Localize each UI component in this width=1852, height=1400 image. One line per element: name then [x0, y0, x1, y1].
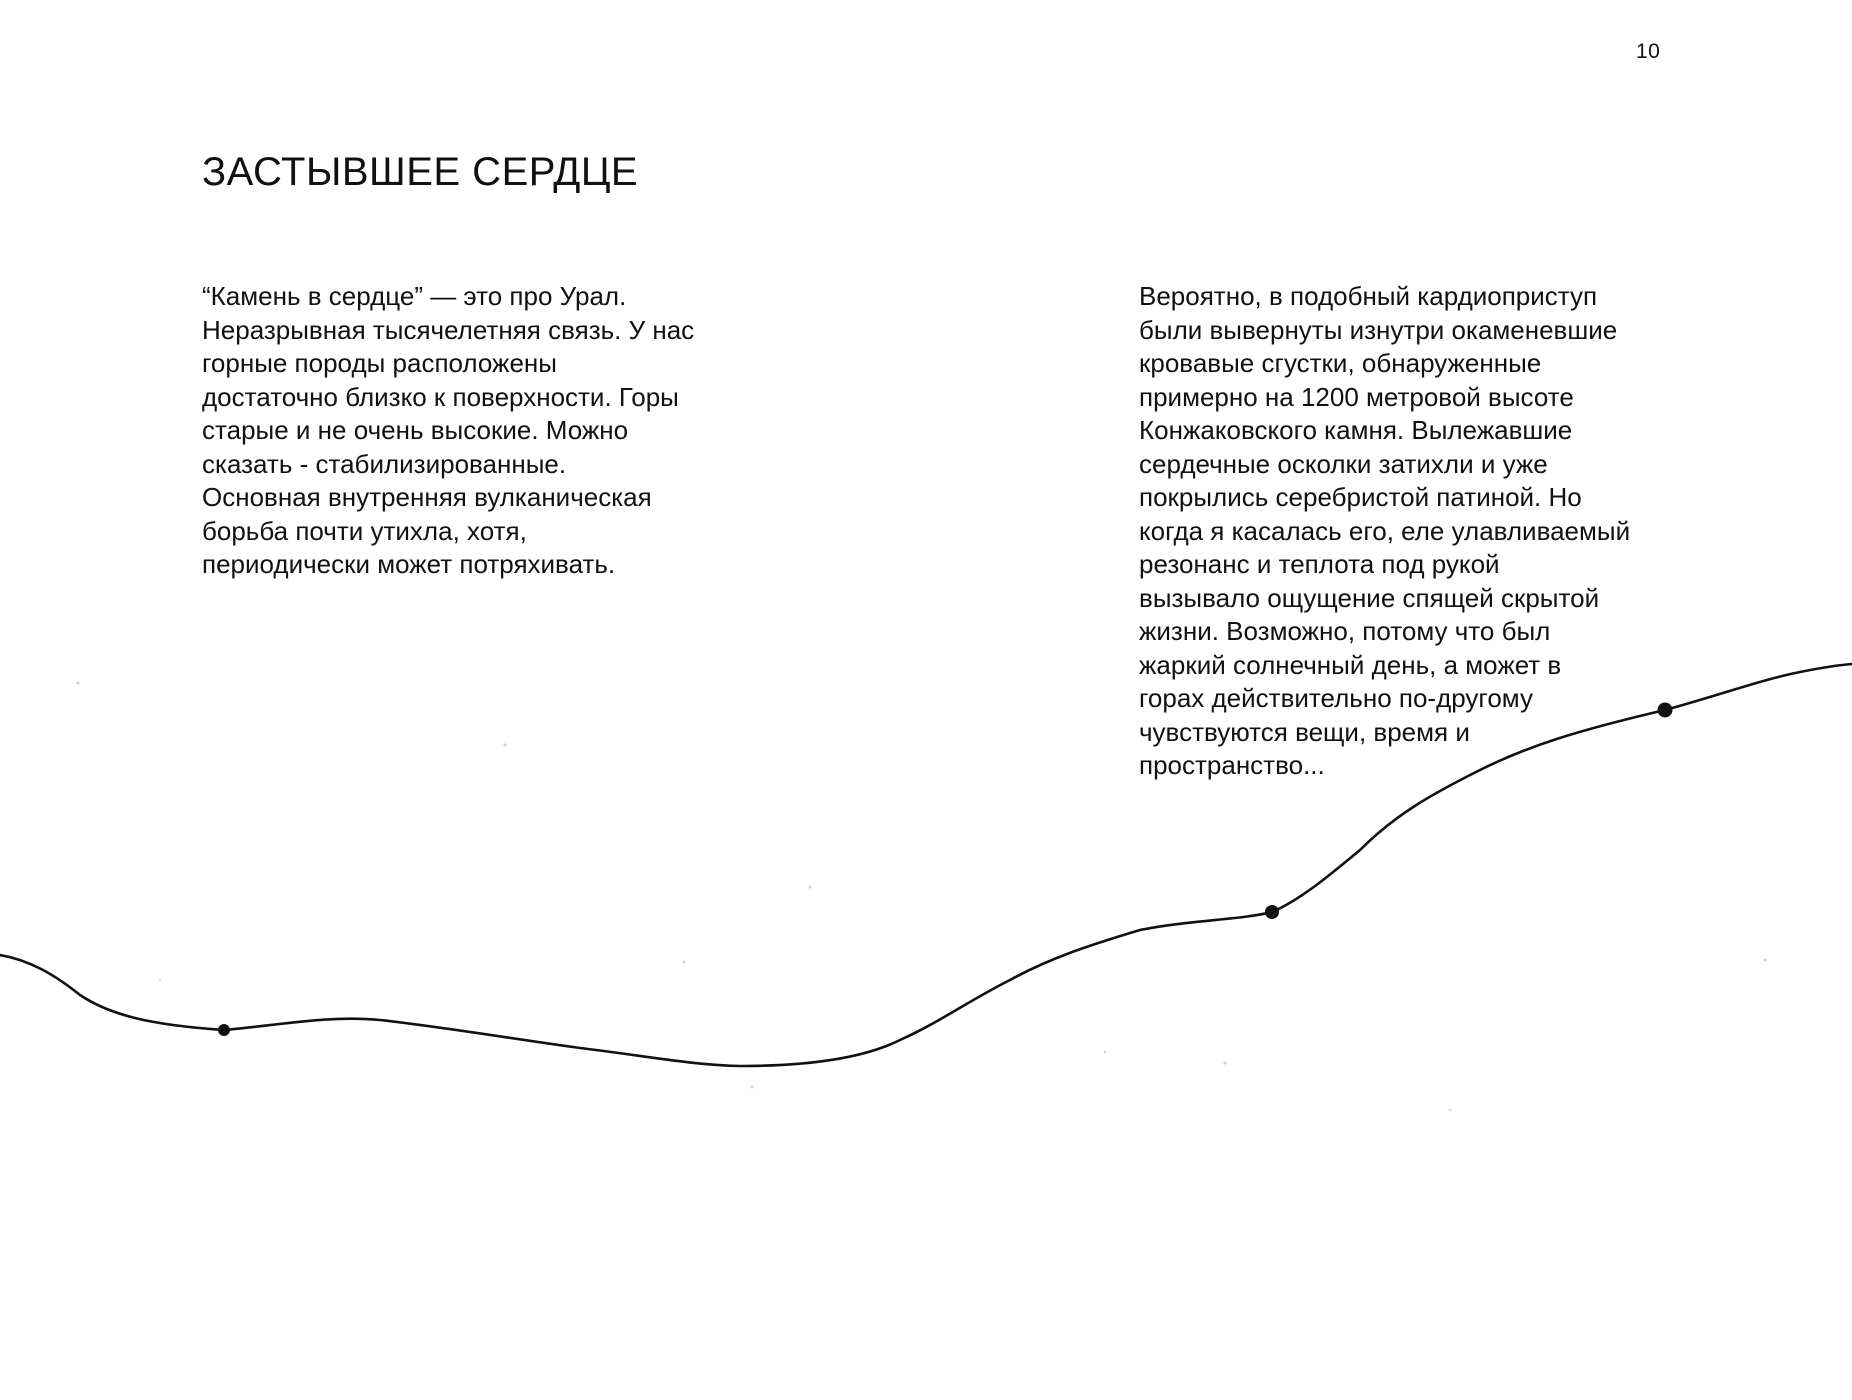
page-number: 10: [1636, 40, 1661, 63]
marker-dot: [1658, 703, 1673, 718]
body-paragraph-left: “Камень в сердце” — это про Урал. Неразрывная тысячелетняя связь. У нас горные породы расположены достаточно близко к поверхности. Горы старые и не очень высокие. Можно сказать - стабилизированные. Основная внутренняя вулканическая борьба почти утихла, хотя, периодически может потряхивать.: [202, 281, 695, 579]
page-title: ЗАСТЫВШЕЕ СЕРДЦЕ: [202, 150, 639, 194]
body-paragraph-right: Вероятно, в подобный кардиоприступ были вывернуты изнутри окаменевшие кровавые сгустки, обнаруженные примерно на 1200 метровой высоте Конжаковского камня. Вылежавшие сердечные осколки затихли и уже покрылись серебристой патиной. Но когда я касалась его, еле улавливаемый резонанс и теплота под рукой вызывало ощущение спящей скрытой жизни. Возможно, потому что был жаркий солнечный день, а может в горах действительно по-другому чувствуются вещи, время и пространство...: [1139, 281, 1631, 780]
marker-dot: [1265, 905, 1279, 919]
mountain-profile-line: [0, 664, 1852, 1066]
speckles: [77, 682, 1767, 1112]
marker-dot: [218, 1024, 230, 1036]
